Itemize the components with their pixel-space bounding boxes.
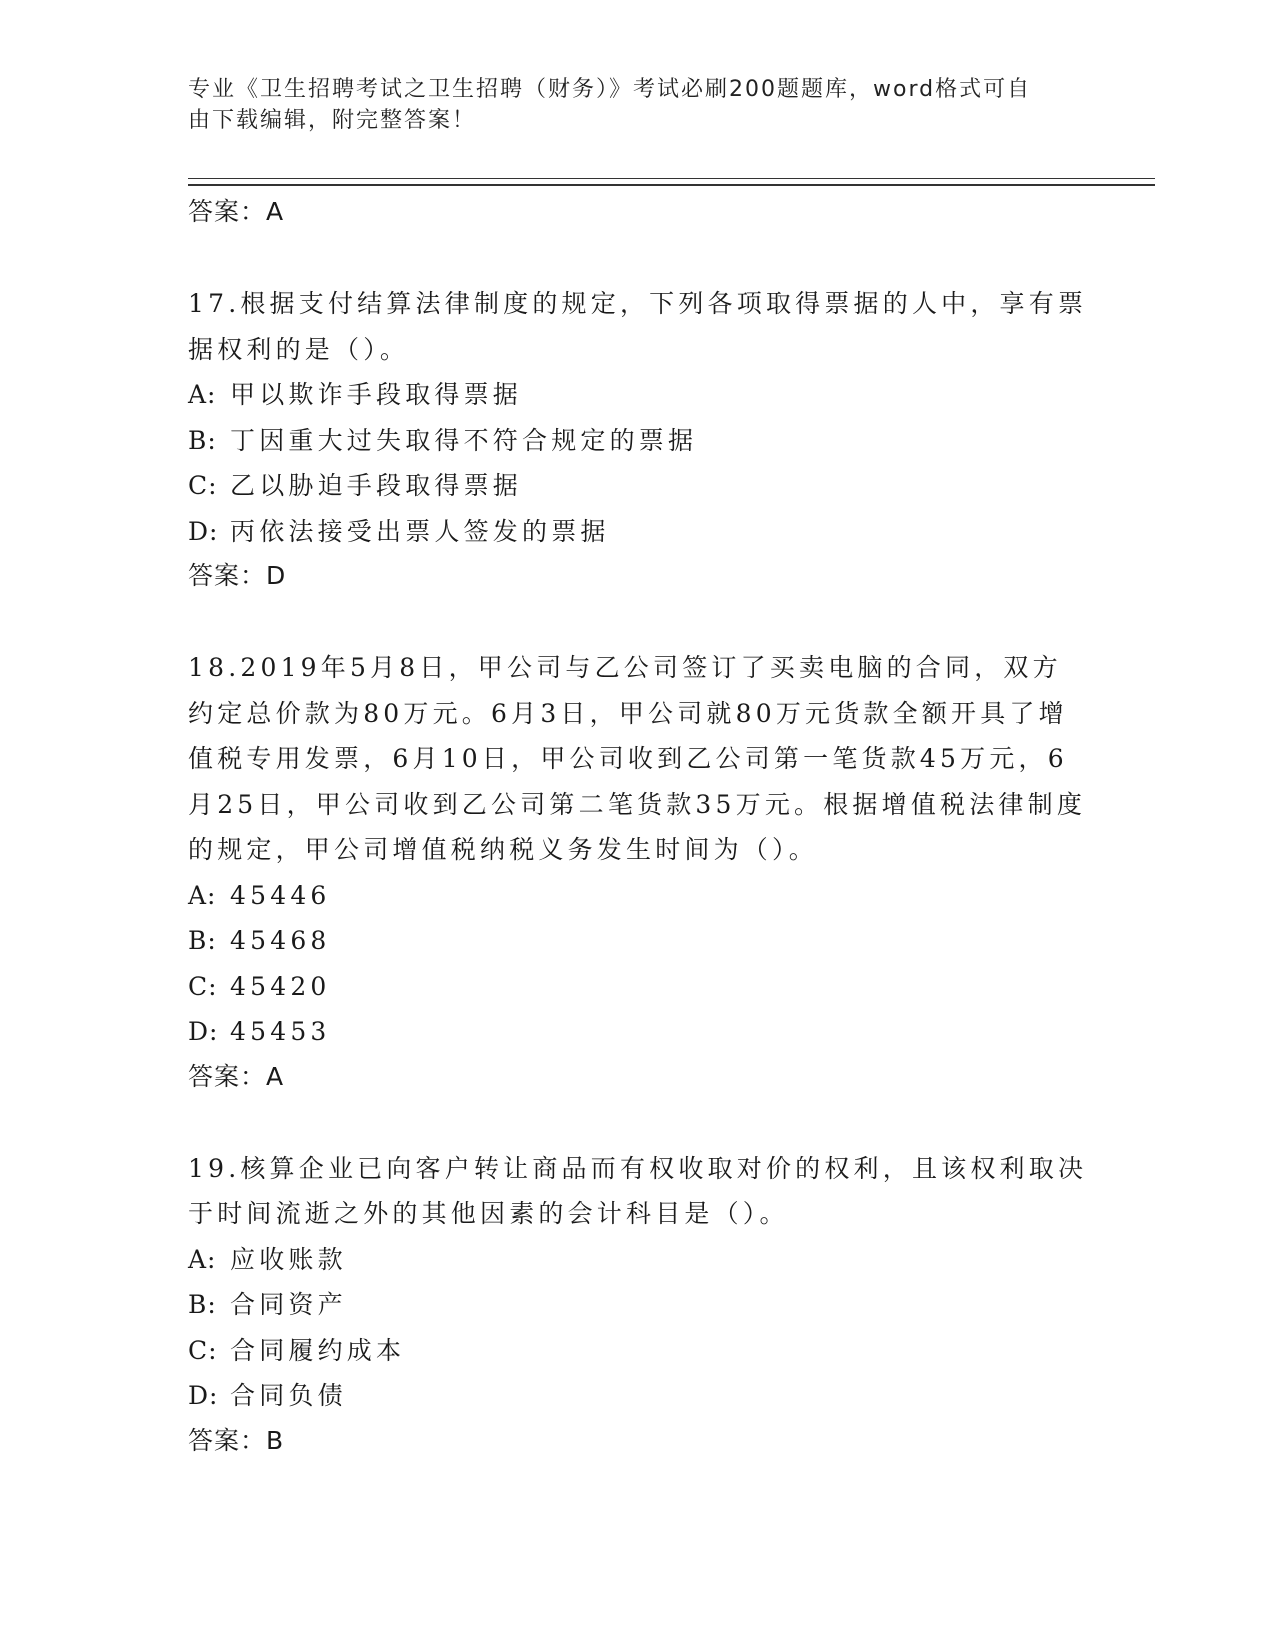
option-c bbox=[188, 964, 1088, 1010]
option-text: 45446 bbox=[230, 880, 331, 910]
option-b bbox=[188, 418, 1088, 464]
option-a bbox=[188, 873, 1088, 919]
option-text: 应收账款 bbox=[230, 1244, 347, 1274]
option-letter: A: bbox=[188, 880, 217, 910]
option-text: 丙依法接受出票人签发的票据 bbox=[230, 516, 610, 546]
option-text: 45420 bbox=[230, 971, 331, 1001]
question-block bbox=[188, 645, 1088, 1099]
option-text: 甲以欺诈手段取得票据 bbox=[230, 380, 523, 409]
option-letter: B: bbox=[188, 425, 217, 455]
option-letter: D: bbox=[188, 1017, 219, 1046]
option-text: 乙以胁迫手段取得票据 bbox=[230, 471, 523, 500]
option-letter: C: bbox=[188, 971, 218, 1001]
option-letter: A: bbox=[188, 380, 217, 409]
option-letter: B: bbox=[188, 926, 217, 955]
header-divider bbox=[188, 178, 1155, 186]
option-text: 合同履约成本 bbox=[230, 1335, 406, 1365]
question-list bbox=[188, 190, 1088, 1463]
option-b bbox=[188, 918, 1088, 964]
option-letter: D: bbox=[188, 516, 219, 546]
option-letter: D: bbox=[188, 1381, 219, 1410]
option-d bbox=[188, 1373, 1088, 1419]
answer-line: 答案：A bbox=[188, 1061, 285, 1091]
option-text: 丁因重大过失取得不符合规定的票据 bbox=[230, 425, 698, 455]
option-a bbox=[188, 1237, 1088, 1283]
question-text: 17.根据支付结算法律制度的规定，下列各项取得票据的人中，享有票据权利的是（）。 bbox=[188, 289, 1088, 364]
option-d bbox=[188, 509, 1088, 555]
option-letter: A: bbox=[188, 1244, 217, 1274]
option-letter: C: bbox=[188, 1335, 218, 1365]
option-letter: B: bbox=[188, 1290, 217, 1319]
option-d bbox=[188, 1009, 1088, 1055]
option-c bbox=[188, 463, 1088, 509]
option-text: 合同负债 bbox=[230, 1381, 347, 1410]
question-block bbox=[188, 281, 1088, 598]
option-text: 45468 bbox=[230, 926, 331, 955]
option-text: 45453 bbox=[230, 1017, 331, 1046]
option-b bbox=[188, 1282, 1088, 1328]
answer-line: 答案：B bbox=[188, 1425, 285, 1455]
option-a bbox=[188, 372, 1088, 418]
answer-line: 答案：A bbox=[188, 197, 285, 226]
question-text: 18.2019年5月8日，甲公司与乙公司签订了买卖电脑的合同，双方约定总价款为80万元。6月3日，甲公司就80万元货款全额开具了增值税专用发票，6月10日，甲公司收到乙公司第一笔货款45万元，6月25日，甲公司收到乙公司第二笔货款35万元。根据增值税法律制度的规定，甲公司增值税纳税义务发生时间为（）。 bbox=[188, 653, 1087, 864]
question-block bbox=[188, 1146, 1088, 1463]
header-line-2: 由下载编辑，附完整答案！ bbox=[188, 108, 477, 133]
option-text: 合同资产 bbox=[230, 1290, 347, 1319]
option-letter: C: bbox=[188, 471, 218, 500]
document-header bbox=[188, 74, 1088, 136]
answer-line: 答案：D bbox=[188, 561, 287, 590]
question-text: 19.核算企业已向客户转让商品而有权收取对价的权利，且该权利取决于时间流逝之外的其他因素的会计科目是（）。 bbox=[188, 1153, 1088, 1228]
option-c bbox=[188, 1328, 1088, 1374]
header-line-1: 专业《卫生招聘考试之卫生招聘（财务）》考试必刷200题题库，word格式可自 bbox=[188, 77, 1032, 102]
